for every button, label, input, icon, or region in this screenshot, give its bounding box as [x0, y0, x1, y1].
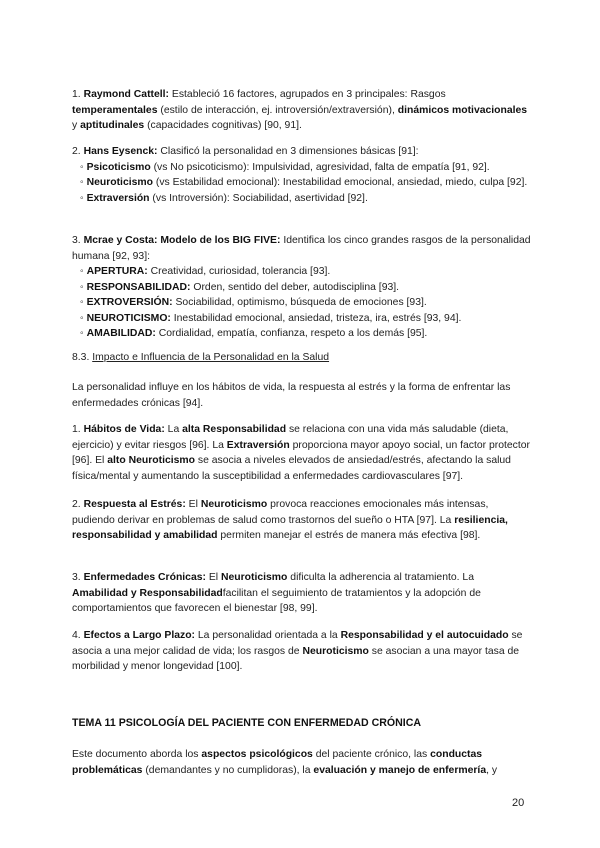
paragraph-big-five	[72, 233, 532, 342]
paragraph-largo-plazo: 4. Efectos a Largo Plazo: La personalidad orientada a la Responsabilidad y el autocuidado se asocia a una mejor calidad de vida; los rasgos de Neuroticismo se asocian a una mayor tasa de morbilidad y menor longevidad [100].	[72, 630, 523, 672]
paragraph-estres: 2. Respuesta al Estrés: El Neuroticismo provoca reacciones emocionales más intensas, pudiendo derivar en problemas de salud como trastornos del sueño o HTA [97]. La resiliencia, responsabilidad y amabilidad permiten manejar el estrés de manera más efectiva [98].	[72, 499, 508, 541]
list-item: ◦ Neuroticismo (vs Estabilidad emocional): Inestabilidad emocional, ansiedad, miedo, culpa [92].	[80, 177, 528, 188]
big-five-heading: 3. Mcrae y Costa: Modelo de los BIG FIVE: Identifica los cinco grandes rasgos de la personalidad humana [92, 93]:	[72, 235, 531, 262]
chapter-intro: Este documento aborda los aspectos psicológicos del paciente crónico, las conductas problemáticas (demandantes y no cumplidoras), la evaluación y manejo de enfermería, y	[72, 749, 498, 776]
paragraph-cattell: 1. Raymond Cattell: Estableció 16 factores, agrupados en 3 principales: Rasgos temperamentales (estilo de interacción, ej. introversión/extraversión), dinámicos motivacionales y aptitudinales (capacidades cognitivas) [90, 91].	[72, 89, 528, 131]
page-number: 20	[512, 797, 525, 809]
list-item: ◦ AMABILIDAD: Cordialidad, empatía, confianza, respeto a los demás [95].	[80, 328, 428, 339]
list-item: ◦ EXTROVERSIÓN: Sociabilidad, optimismo, búsqueda de emociones [93].	[80, 297, 427, 308]
paragraph-cronicas: 3. Enfermedades Crónicas: El Neuroticismo dificulta la adherencia al tratamiento. La Amabilidad y Responsabilidadfacilitan el seguimiento de tratamientos y la adopción de comportamientos que favorecen el bienestar [98, 99].	[72, 572, 481, 614]
chapter-title: TEMA 11 PSICOLOGÍA DEL PACIENTE CON ENFERMEDAD CRÓNICA	[72, 717, 422, 729]
paragraph-eysenck	[72, 144, 532, 206]
list-item: ◦ Psicoticismo (vs No psicoticismo): Impulsividad, agresividad, falta de empatía [91, 92].	[80, 161, 490, 173]
section-heading: 8.3. Impacto e Influencia de la Personalidad en la Salud	[72, 352, 330, 363]
list-item: ◦ Extraversión (vs Introversión): Sociabilidad, asertividad [92].	[80, 192, 368, 204]
list-item: ◦ NEUROTICISMO: Inestabilidad emocional, ansiedad, tristeza, ira, estrés [93, 94].	[80, 312, 462, 324]
section-intro: La personalidad influye en los hábitos de vida, la respuesta al estrés y la forma de enfrentar las enfermedades crónicas [94].	[72, 382, 511, 409]
eysenck-heading: 2. Hans Eysenck: Clasificó la personalidad en 3 dimensiones básicas [91]:	[72, 146, 419, 157]
list-item: ◦ RESPONSABILIDAD: Orden, sentido del deber, autodisciplina [93].	[80, 281, 400, 293]
paragraph-habitos: 1. Hábitos de Vida: La alta Responsabilidad se relaciona con una vida más saludable (dieta, ejercicio) y evitar riesgos [96]. La Extraversión proporciona mayor apoyo social, un factor protector [96]. El alto Neuroticismo se asocia a niveles elevados de ansiedad/estrés, afectando la salud física/mental y aumentando la susceptibilidad a enfermedades cardiovasculares [97].	[72, 424, 530, 482]
list-item: ◦ APERTURA: Creatividad, curiosidad, tolerancia [93].	[80, 266, 331, 277]
